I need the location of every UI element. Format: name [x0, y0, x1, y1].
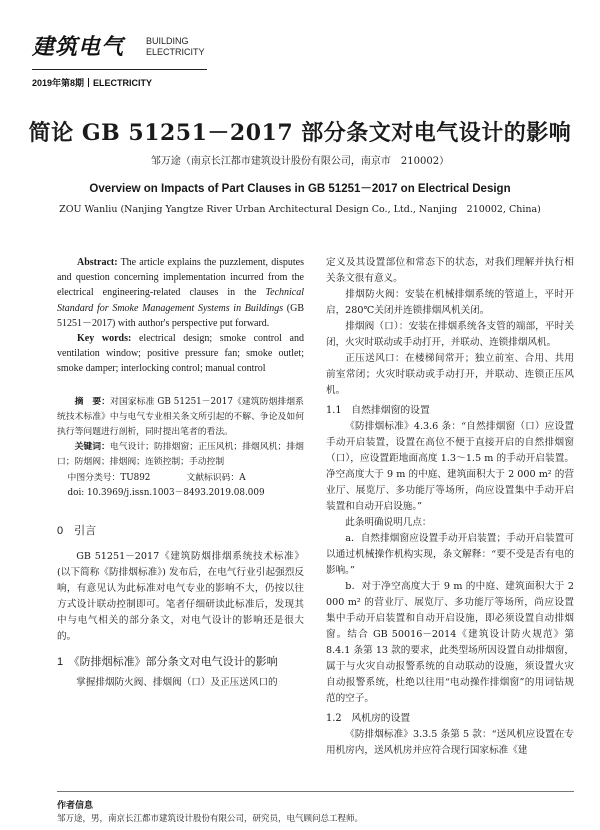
right-paragraph-1: 定义及其设置部位和常态下的状态，对我们理解并执行相关条文很有意义。	[326, 257, 574, 284]
journal-masthead	[32, 30, 212, 86]
issue-separator	[88, 78, 89, 87]
logo-en-line2: ELECTRICITY	[146, 47, 205, 57]
point-a: a．自然排烟窗应设置手动开启装置；手动开启装置可以通过机械操作机构实现，条文解释：“要不受是否有电的影响。”	[326, 533, 574, 576]
keywords-en-text: electrical design; smoke control and ventilation window; positive pressure fan; smoke outlet; smoke damper; interlocking control; manual control	[57, 333, 304, 375]
section-0-heading: 0 引言	[57, 525, 97, 538]
author-line-en: ZOU Wanliu (Nanjing Yangtze River Urban Architectural Design Co., Ltd., Nanjing 210002, China)	[59, 204, 541, 215]
definition-pressurized-air-outlet: 正压送风口：在楼梯间常开；独立前室、合用、共用前室常闭；火灾时联动或手动打开，并联动、连锁正压风机。	[326, 353, 574, 396]
journal-logo-cn: 建筑电气	[32, 34, 125, 60]
point-b: b．对于净空高度大于 9 m 的中庭、建筑面积大于 2 000 m² 的营业厅、展览厅、多功能厅等场所，尚应设置集中手动开启装置和自动开启设施，即必须设置自动排烟窗。结合 GB 50016－2014《建筑设计防火规范》第 8.4.1 条第 13 款的要求，此类型场所因设置自动排烟窗，属于与火灾自动报警系统的自动联动的设施，须设置火灾自动报警系统，杜绝以往用“电动操作排烟窗”的用词钻规范的空子。	[326, 581, 574, 704]
author-info-heading: 作者信息	[57, 801, 94, 811]
classification-line	[57, 471, 304, 486]
abstract-en-text-a: The article explains the puzzlement, disputes and question concerning implementation incurred from the electrical engineering-related clauses in the	[57, 257, 304, 299]
logo-en-line1: BUILDING	[146, 36, 189, 46]
issue-en: ELECTRICITY	[93, 78, 153, 88]
keywords-cn-text: 电气设计；防排烟窗；正压风机；排烟风机；排烟口；防烟阀；排烟阀；连锁控制；手动控制	[57, 442, 304, 468]
keywords-en-label: Key words:	[77, 333, 132, 345]
subsection-1-1-heading: 1.1 自然排烟窗的设置	[326, 405, 430, 416]
clause-4-3-6-paragraph: 《防排烟标准》4.3.6 条：“自然排烟窗（口）应设置手动开启装置，设置在高位不便于直接开启的自然排烟窗（口），应设置距地面高度 1.3～1.5 m 的手动开启装置。净空高度大于 9 m 的中庭、建筑面积大于 2 000 m² 的营业厅、展览厅、多功能厅等场所，尚应设置集中手动开启装置和自动开启设施。”	[326, 421, 574, 512]
author-info-text: 邹万途，男，南京长江都市建筑设计股份有限公司，研究员，电气顾问总工程师。	[57, 814, 364, 824]
doi-line: doi: 10.3969/j.issn.1003－8493.2019.08.009	[67, 487, 265, 498]
abstract-en-text-b: (GB 51251－2017) with author's perspective put forward.	[57, 302, 304, 329]
keywords-cn-label: 关键词：	[74, 442, 110, 453]
keywords-en	[57, 331, 304, 377]
abstract-en-label: Abstract:	[77, 257, 118, 268]
section-1-heading: 1 《防排烟标准》部分条文对电气设计的影响	[57, 656, 278, 669]
abstract-cn-text: 对国家标准 GB 51251－2017《建筑防烟排烟系统技术标准》中与电气专业相关条文所引起的不解、争论及如何执行等问题进行剖析，同时提出笔者的看法。	[57, 396, 304, 438]
masthead-rule	[32, 69, 207, 70]
issue-info	[32, 76, 152, 89]
left-column	[57, 255, 304, 691]
abstract-cn	[57, 395, 304, 441]
abstract-en-standard-title: Technical Standard for Smoke Management Systems in Buildings	[57, 287, 304, 314]
abstract-cn-label: 摘 要：	[74, 396, 111, 407]
keywords-cn	[57, 440, 304, 470]
journal-logo-en	[146, 36, 205, 58]
author-line-cn: 邹万途（南京长江都市建筑设计股份有限公司，南京市 210002）	[150, 156, 450, 167]
footer-rule	[57, 791, 574, 792]
section-1-paragraph: 掌握排烟防火阀、排烟阀（口）及正压送风口的	[76, 677, 278, 689]
subsection-1-2-heading: 1.2 风机房的设置	[326, 713, 411, 724]
clc-number: 中图分类号：TU892	[67, 472, 151, 483]
definition-smoke-exhaust-damper: 排烟阀（口）：安装在排烟系统各支管的端部，平时关闭，火灾时联动或手动打开，并联动、连锁排烟风机。	[326, 321, 574, 348]
points-intro: 此条明确说明几点：	[345, 517, 432, 528]
paper-title-cn: 简论 GB 51251－2017 部分条文对电气设计的影响	[28, 120, 572, 146]
document-code: 文献标识码：A	[186, 472, 246, 483]
definition-smoke-fire-damper: 排烟防火阀：安装在机械排烟系统的管道上，平时开启，280℃关闭并连锁排烟风机关闭。	[326, 289, 574, 316]
abstract-en	[57, 255, 304, 331]
clause-3-3-5-paragraph: 《防排烟标准》3.3.5 条第 5 款：“送风机应设置在专用机房内，送风机房并应符合现行国家标准《建	[326, 729, 574, 756]
right-column	[326, 255, 574, 759]
issue-cn: 2019年第8期	[32, 78, 85, 88]
paper-title-en: Overview on Impacts of Part Clauses in GB 51251－2017 on Electrical Design	[89, 183, 511, 195]
intro-paragraph: GB 51251－2017《建筑防烟排烟系统技术标准》(以下简称《防排烟标准》) 发布后，在电气行业引起强烈反响，有意见认为此标准对电气专业的影响不大，仍按以往方式设计联动控制即可。笔者仔细研读此标准后，发现其中与电气相关的部分条文，对电气设计的影响还是很大的。	[57, 551, 304, 643]
